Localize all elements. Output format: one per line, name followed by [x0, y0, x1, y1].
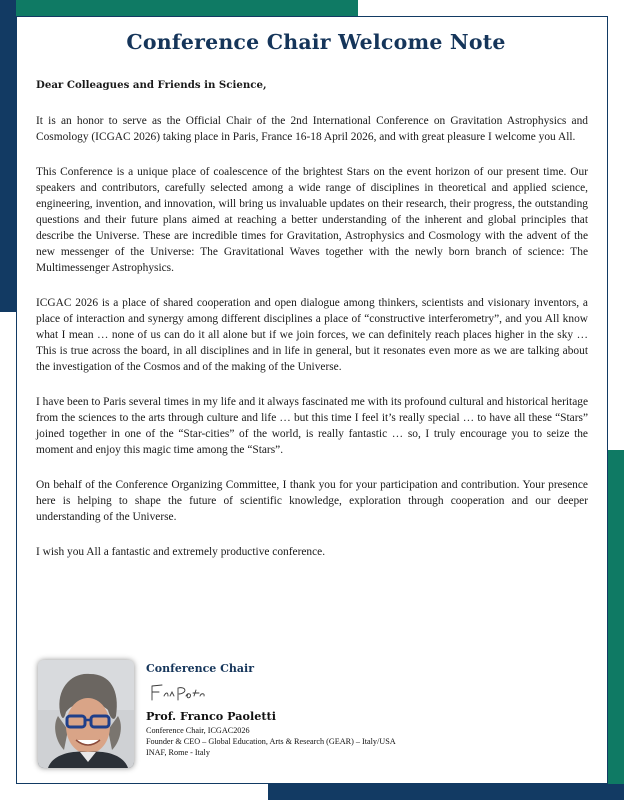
paragraph: ICGAC 2026 is a place of shared cooperation and open dialogue among thinkers, scientists and visionary inventors, a place of interaction and synergy among different disciplines a place of “constructive interferometry”, and you All know what I mean … none of us can do it all alone but if we join forces, we can definitely reach places higher in the sky … This is true across the board, in all disciplines and in life in general, but it resonates even more as we are talking about the investigation of the Cosmos and of the making of the Universe.: [36, 297, 588, 373]
greeting: Dear Colleagues and Friends in Science,: [36, 79, 267, 91]
right-accent-bar: [608, 450, 624, 800]
paragraph: I have been to Paris several times in my life and it always fascinated me with its profound cultural and historical heritage from the sciences to the arts through culture and life … but this time I feel it’s really special … to have all these “Stars” joined together in one of the “Star-cities” of the world, is really fantastic … so, I truly encourage you to seize the moment and enjoy this magic time among the “Stars”.: [36, 396, 588, 456]
portrait-illustration: [38, 660, 134, 768]
chair-affiliation-line: Founder & CEO – Global Education, Arts & Research (GEAR) – Italy/USA: [146, 737, 396, 746]
page-title: Conference Chair Welcome Note: [126, 30, 506, 54]
chair-signature-block: [36, 658, 596, 768]
left-accent-bar: [0, 0, 16, 312]
chair-photo: [38, 660, 134, 768]
paragraph: I wish you All a fantastic and extremely productive conference.: [36, 546, 326, 558]
paragraph: This Conference is a unique place of coalescence of the brightest Stars on the event horizon of our present time. Our speakers and contributors, carefully selected among a wide range of disciplines in theoretical and applied science, engineering, invention, and innovation, will bring us invaluable updates on their research, their progress, the outstanding questions and their future plans aimed at reaching a better understanding of the inherent and global principles that describe the Universe. These are incredible times for Gravitation, Astrophysics and Cosmology with the advent of the new messenger of the Universe: The Gravitational Waves together with the newly born branch of science: The Multimessenger Astrophysics.: [36, 166, 588, 274]
signature-image: [148, 682, 208, 704]
bottom-accent-bar: [268, 784, 624, 800]
letter-body: [36, 30, 588, 560]
chair-title-line: Conference Chair, ICGAC2026: [146, 726, 250, 735]
paragraph: On behalf of the Conference Organizing Committee, I thank you for your participation and contribution. Your presence here is helping to shape the future of scientific knowledge, exploration through cooperation and our deeper understanding of the Universe.: [36, 479, 588, 523]
chair-institute-line: INAF, Rome - Italy: [146, 748, 210, 757]
chair-name: Prof. Franco Paoletti: [146, 709, 276, 723]
paragraph: It is an honor to serve as the Official Chair of the 2nd International Conference on Gravitation Astrophysics and Cosmology (ICGAC 2026) taking place in Paris, France 16-18 April 2026, and with great pleasure I welcome you All.: [36, 115, 588, 143]
chair-role-label: Conference Chair: [146, 662, 254, 675]
top-accent-bar: [0, 0, 358, 16]
